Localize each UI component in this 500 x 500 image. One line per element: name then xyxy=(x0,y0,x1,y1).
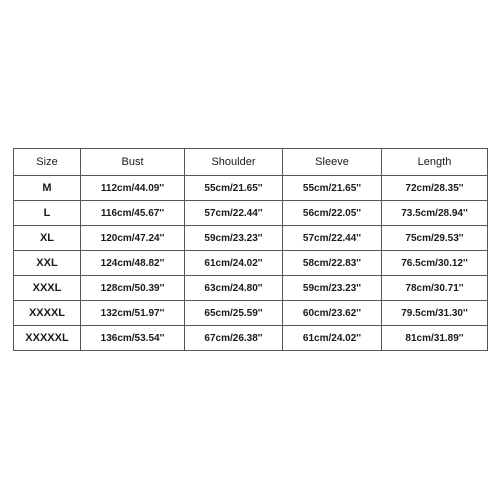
table-row xyxy=(14,201,488,226)
shoulder-cell: 63cm/24.80'' xyxy=(185,276,283,301)
shoulder-cell: 65cm/25.59'' xyxy=(185,301,283,326)
size-cell: XL xyxy=(14,226,81,251)
shoulder-cell: 61cm/24.02'' xyxy=(185,251,283,276)
length-cell: 81cm/31.89'' xyxy=(382,326,488,351)
size-cell: L xyxy=(14,201,81,226)
table-row xyxy=(14,326,488,351)
header-length: Length xyxy=(382,149,488,176)
sleeve-cell: 60cm/23.62'' xyxy=(283,301,382,326)
bust-cell: 124cm/48.82'' xyxy=(81,251,185,276)
shoulder-cell: 55cm/21.65'' xyxy=(185,176,283,201)
bust-cell: 136cm/53.54'' xyxy=(81,326,185,351)
sleeve-cell: 57cm/22.44'' xyxy=(283,226,382,251)
table-header xyxy=(14,149,488,176)
table-row xyxy=(14,276,488,301)
size-cell: XXXXXL xyxy=(14,326,81,351)
size-chart-table xyxy=(13,148,488,351)
shoulder-cell: 67cm/26.38'' xyxy=(185,326,283,351)
table-row xyxy=(14,176,488,201)
header-size: Size xyxy=(14,149,81,176)
size-cell: XXXXL xyxy=(14,301,81,326)
length-cell: 79.5cm/31.30'' xyxy=(382,301,488,326)
bust-cell: 116cm/45.67'' xyxy=(81,201,185,226)
length-cell: 75cm/29.53'' xyxy=(382,226,488,251)
table-row xyxy=(14,226,488,251)
bust-cell: 120cm/47.24'' xyxy=(81,226,185,251)
bust-cell: 112cm/44.09'' xyxy=(81,176,185,201)
length-cell: 78cm/30.71'' xyxy=(382,276,488,301)
table-row xyxy=(14,301,488,326)
shoulder-cell: 57cm/22.44'' xyxy=(185,201,283,226)
shoulder-cell: 59cm/23.23'' xyxy=(185,226,283,251)
length-cell: 76.5cm/30.12'' xyxy=(382,251,488,276)
length-cell: 73.5cm/28.94'' xyxy=(382,201,488,226)
sleeve-cell: 58cm/22.83'' xyxy=(283,251,382,276)
bust-cell: 132cm/51.97'' xyxy=(81,301,185,326)
header-row xyxy=(14,149,488,176)
sleeve-cell: 56cm/22.05'' xyxy=(283,201,382,226)
bust-cell: 128cm/50.39'' xyxy=(81,276,185,301)
sleeve-cell: 55cm/21.65'' xyxy=(283,176,382,201)
sleeve-cell: 61cm/24.02'' xyxy=(283,326,382,351)
table-body xyxy=(14,176,488,351)
length-cell: 72cm/28.35'' xyxy=(382,176,488,201)
size-cell: XXL xyxy=(14,251,81,276)
size-cell: XXXL xyxy=(14,276,81,301)
header-shoulder: Shoulder xyxy=(185,149,283,176)
header-bust: Bust xyxy=(81,149,185,176)
sleeve-cell: 59cm/23.23'' xyxy=(283,276,382,301)
size-cell: M xyxy=(14,176,81,201)
table-row xyxy=(14,251,488,276)
header-sleeve: Sleeve xyxy=(283,149,382,176)
